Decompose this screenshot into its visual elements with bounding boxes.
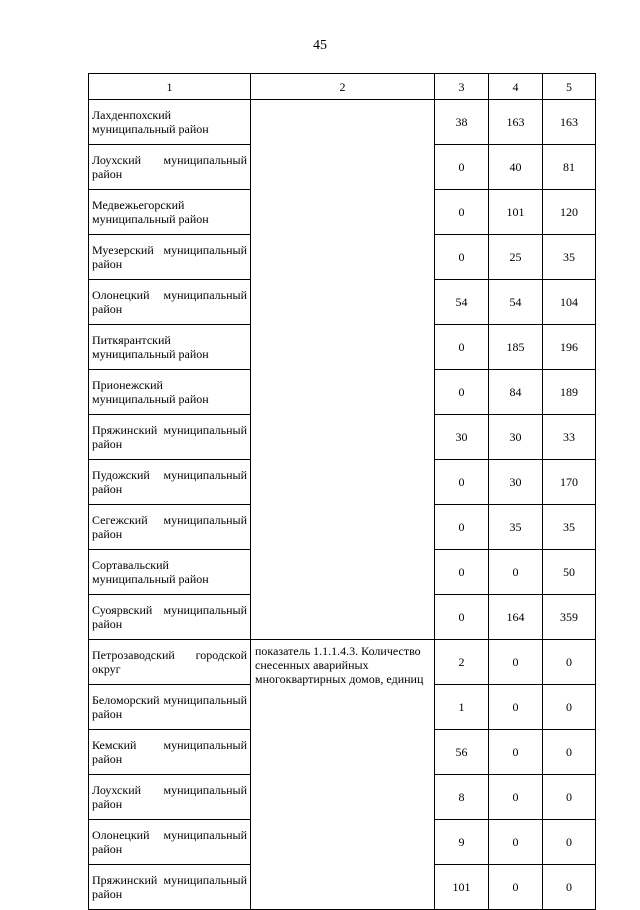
value-cell-3: 1 bbox=[435, 685, 489, 730]
value-cell-4: 0 bbox=[489, 820, 543, 865]
municipality-name: Лоухский муниципальный район bbox=[89, 775, 251, 820]
column-header: 5 bbox=[543, 74, 596, 100]
value-cell-5: 0 bbox=[543, 730, 596, 775]
municipality-name: Олонецкий муниципальный район bbox=[89, 820, 251, 865]
value-cell-4: 84 bbox=[489, 370, 543, 415]
column-header: 4 bbox=[489, 74, 543, 100]
municipality-name: Петрозаводский городской округ bbox=[89, 640, 251, 685]
municipality-name: Прионежский муниципальный район bbox=[89, 370, 251, 415]
value-cell-4: 0 bbox=[489, 640, 543, 685]
value-cell-3: 56 bbox=[435, 730, 489, 775]
value-cell-4: 30 bbox=[489, 415, 543, 460]
value-cell-5: 0 bbox=[543, 685, 596, 730]
municipality-name: Питкярантский муниципальный район bbox=[89, 325, 251, 370]
value-cell-4: 0 bbox=[489, 775, 543, 820]
column-header: 2 bbox=[251, 74, 435, 100]
value-cell-3: 30 bbox=[435, 415, 489, 460]
value-cell-4: 30 bbox=[489, 460, 543, 505]
municipality-name: Пряжинский муниципальный район bbox=[89, 865, 251, 910]
value-cell-5: 104 bbox=[543, 280, 596, 325]
value-cell-5: 196 bbox=[543, 325, 596, 370]
value-cell-3: 0 bbox=[435, 145, 489, 190]
table-row bbox=[89, 100, 596, 145]
value-cell-5: 0 bbox=[543, 640, 596, 685]
value-cell-3: 101 bbox=[435, 865, 489, 910]
value-cell-4: 0 bbox=[489, 730, 543, 775]
municipality-name: Пудожский муниципальный район bbox=[89, 460, 251, 505]
value-cell-4: 163 bbox=[489, 100, 543, 145]
value-cell-4: 25 bbox=[489, 235, 543, 280]
value-cell-4: 0 bbox=[489, 550, 543, 595]
value-cell-3: 2 bbox=[435, 640, 489, 685]
value-cell-3: 38 bbox=[435, 100, 489, 145]
value-cell-4: 185 bbox=[489, 325, 543, 370]
value-cell-3: 0 bbox=[435, 505, 489, 550]
value-cell-3: 0 bbox=[435, 235, 489, 280]
data-table bbox=[88, 73, 596, 910]
value-cell-5: 0 bbox=[543, 775, 596, 820]
indicator-cell bbox=[251, 100, 435, 640]
value-cell-3: 0 bbox=[435, 550, 489, 595]
municipality-name: Пряжинский муниципальный район bbox=[89, 415, 251, 460]
value-cell-5: 170 bbox=[543, 460, 596, 505]
value-cell-3: 0 bbox=[435, 325, 489, 370]
value-cell-4: 35 bbox=[489, 505, 543, 550]
value-cell-3: 8 bbox=[435, 775, 489, 820]
value-cell-3: 0 bbox=[435, 190, 489, 235]
value-cell-4: 0 bbox=[489, 865, 543, 910]
municipality-name: Суоярвский муниципальный район bbox=[89, 595, 251, 640]
value-cell-5: 33 bbox=[543, 415, 596, 460]
value-cell-5: 120 bbox=[543, 190, 596, 235]
value-cell-4: 54 bbox=[489, 280, 543, 325]
municipality-name: Сегежский муниципальный район bbox=[89, 505, 251, 550]
value-cell-3: 0 bbox=[435, 370, 489, 415]
column-header: 3 bbox=[435, 74, 489, 100]
municipality-name: Сортавальский муниципальный район bbox=[89, 550, 251, 595]
value-cell-4: 40 bbox=[489, 145, 543, 190]
value-cell-4: 101 bbox=[489, 190, 543, 235]
municipality-name: Медвежьегорский муниципальный район bbox=[89, 190, 251, 235]
municipality-name: Кемский муниципальный район bbox=[89, 730, 251, 775]
value-cell-5: 0 bbox=[543, 865, 596, 910]
value-cell-5: 0 bbox=[543, 820, 596, 865]
value-cell-5: 50 bbox=[543, 550, 596, 595]
value-cell-4: 164 bbox=[489, 595, 543, 640]
value-cell-3: 54 bbox=[435, 280, 489, 325]
municipality-name: Лахденпохский муниципальный район bbox=[89, 100, 251, 145]
value-cell-5: 81 bbox=[543, 145, 596, 190]
column-header: 1 bbox=[89, 74, 251, 100]
municipality-name: Беломорский муниципальный район bbox=[89, 685, 251, 730]
municipality-name: Олонецкий муниципальный район bbox=[89, 280, 251, 325]
value-cell-3: 9 bbox=[435, 820, 489, 865]
value-cell-5: 163 bbox=[543, 100, 596, 145]
value-cell-3: 0 bbox=[435, 460, 489, 505]
indicator-cell: показатель 1.1.1.4.3. Количество снесенных аварийных многоквартирных домов, единиц bbox=[251, 640, 435, 910]
value-cell-5: 35 bbox=[543, 505, 596, 550]
value-cell-5: 35 bbox=[543, 235, 596, 280]
value-cell-5: 189 bbox=[543, 370, 596, 415]
value-cell-3: 0 bbox=[435, 595, 489, 640]
value-cell-4: 0 bbox=[489, 685, 543, 730]
value-cell-5: 359 bbox=[543, 595, 596, 640]
municipality-name: Лоухский муниципальный район bbox=[89, 145, 251, 190]
municipality-name: Муезерский муниципальный район bbox=[89, 235, 251, 280]
table-header-row bbox=[89, 74, 596, 100]
table-row bbox=[89, 640, 596, 685]
page-number: 45 bbox=[313, 38, 327, 53]
